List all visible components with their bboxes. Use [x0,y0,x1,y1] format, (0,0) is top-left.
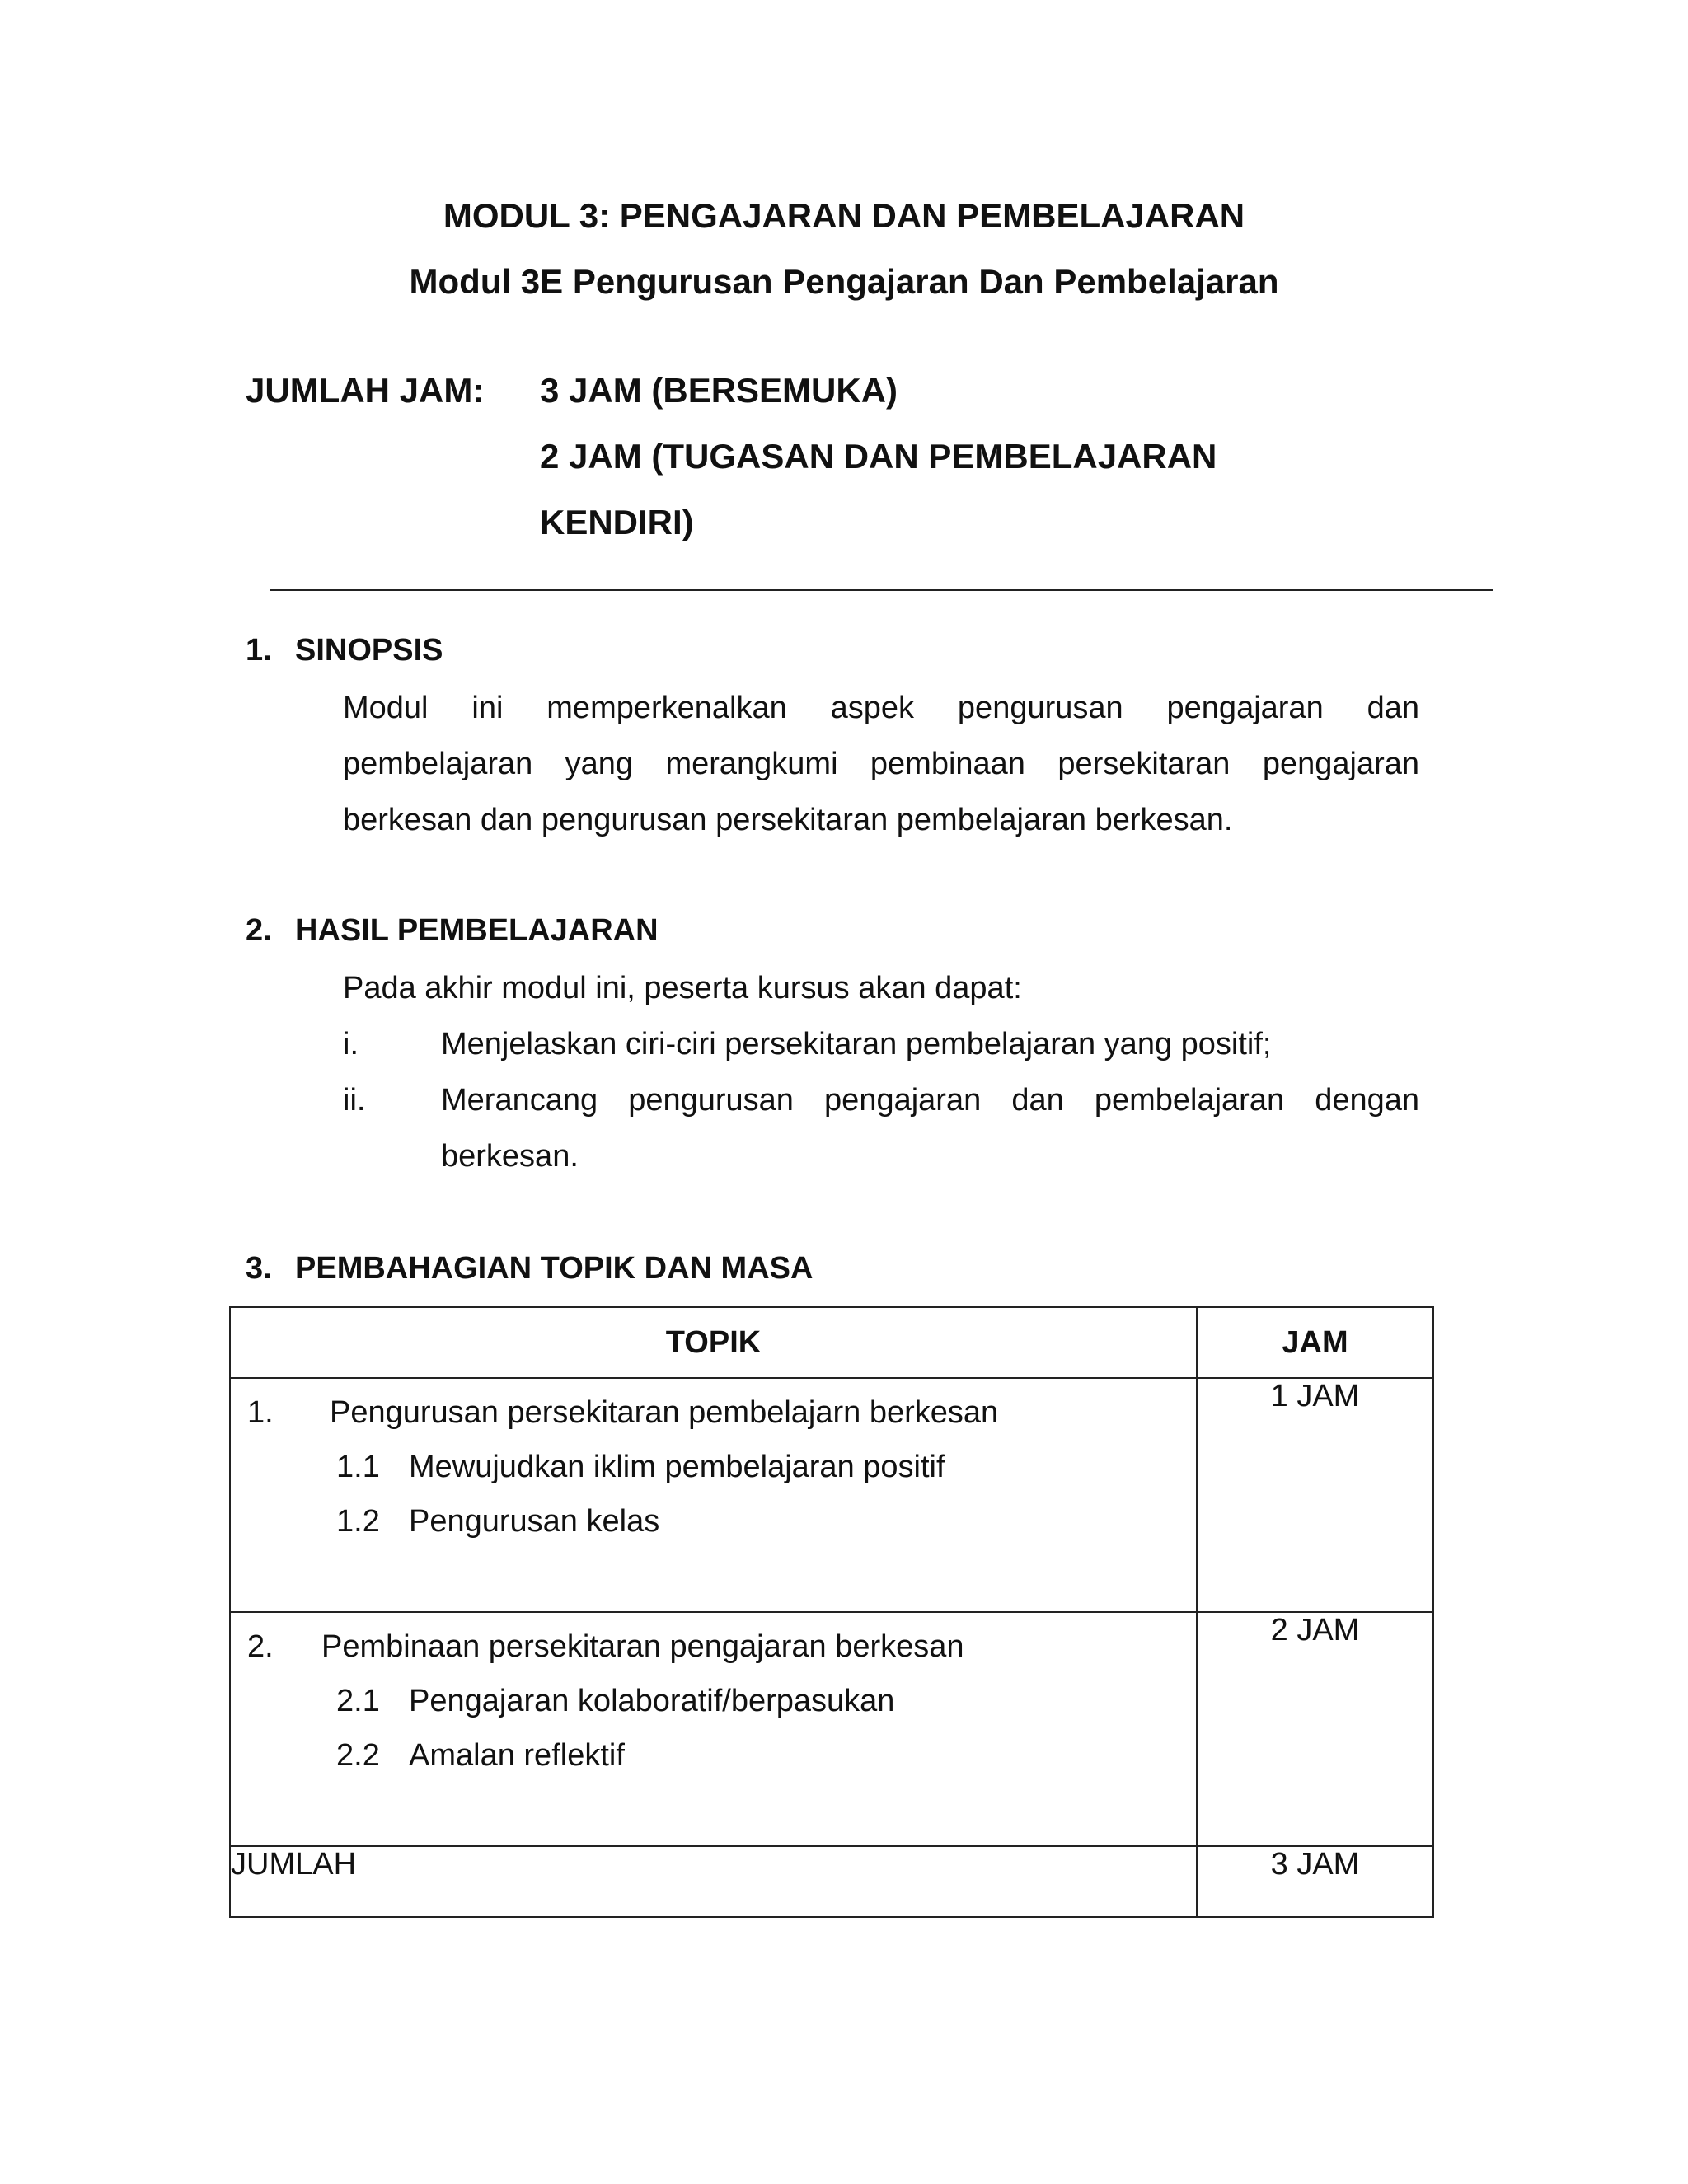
topic-text: Pengurusan persekitaran pembelajarn berkesan [330,1395,999,1430]
sinopsis-line: Modul ini memperkenalkan aspek pengurusan pengajaran dan [343,691,1419,725]
jumlah-jam-line-3: KENDIRI) [540,503,694,541]
topic-text: Pembinaan persekitaran pengajaran berkesan [321,1629,964,1664]
subtopic-text: Mewujudkan iklim pembelajaran positif [409,1450,945,1484]
subtopic [336,1450,945,1485]
subtopic-text: Amalan reflektif [409,1738,625,1773]
sinopsis-line: pembelajaran yang merangkumi pembinaan persekitaran pengajaran [343,747,1419,781]
jam-cell: 2 JAM [1197,1612,1433,1846]
subtopic [336,1504,659,1540]
section-heading-hasil-pembelajaran [246,913,659,949]
column-header-jam: JAM [1197,1307,1433,1378]
section-number: 1. [246,633,272,668]
objectives-intro: Pada akhir modul ini, peserta kursus akan dapat: [343,971,1022,1005]
objective-text: Menjelaskan ciri-ciri persekitaran pembelajaran yang positif; [441,1027,1272,1062]
table-row [230,1612,1433,1846]
topic-cell [230,1612,1197,1846]
section-number: 3. [246,1251,272,1286]
subtopic [336,1738,625,1774]
section-title: HASIL PEMBELAJARAN [295,913,659,948]
objective-text: Merancang pengurusan pengajaran dan pembelajaran dengan [441,1083,1419,1118]
subtopic-number: 2.1 [336,1684,380,1718]
page-title: MODUL 3: PENGAJARAN DAN PEMBELAJARAN [443,196,1245,235]
topic-cell [230,1378,1197,1612]
subtopic-number: 1.1 [336,1450,380,1484]
subtopic-text: Pengajaran kolaboratif/berpasukan [409,1684,895,1718]
objective-text: berkesan. [441,1139,579,1174]
subtopic-number: 2.2 [336,1738,380,1773]
total-jam: 3 JAM [1197,1846,1433,1917]
section-heading-sinopsis [246,633,443,668]
page-subtitle: Modul 3E Pengurusan Pengajaran Dan Pembelajaran [409,262,1279,301]
topic-main [247,1629,964,1665]
section-number: 2. [246,913,272,948]
subtopic [336,1684,894,1719]
jumlah-jam-line-1: 3 JAM (BERSEMUKA) [540,371,898,410]
objective-marker: ii. [343,1083,366,1118]
sinopsis-line: berkesan dan pengurusan persekitaran pembelajaran berkesan. [343,803,1233,837]
table-total-row [230,1846,1433,1917]
topic-table [229,1306,1434,1918]
jumlah-jam-line-2: 2 JAM (TUGASAN DAN PEMBELAJARAN [540,437,1217,476]
topic-number: 1. [247,1395,274,1430]
horizontal-divider [270,589,1493,591]
topic-main [247,1395,998,1431]
subtopic-text: Pengurusan kelas [409,1504,660,1539]
table-header-row [230,1307,1433,1378]
topic-number: 2. [247,1629,274,1664]
section-title: PEMBAHAGIAN TOPIK DAN MASA [295,1251,814,1286]
table-row [230,1378,1433,1612]
subtopic-number: 1.2 [336,1504,380,1539]
jam-cell: 1 JAM [1197,1378,1433,1612]
section-title: SINOPSIS [295,633,443,668]
column-header-topik: TOPIK [230,1307,1197,1378]
section-heading-pembahagian-topik [246,1251,813,1286]
jumlah-jam-label: JUMLAH JAM: [246,371,485,410]
objective-marker: i. [343,1027,359,1062]
total-label: JUMLAH [230,1846,1197,1917]
